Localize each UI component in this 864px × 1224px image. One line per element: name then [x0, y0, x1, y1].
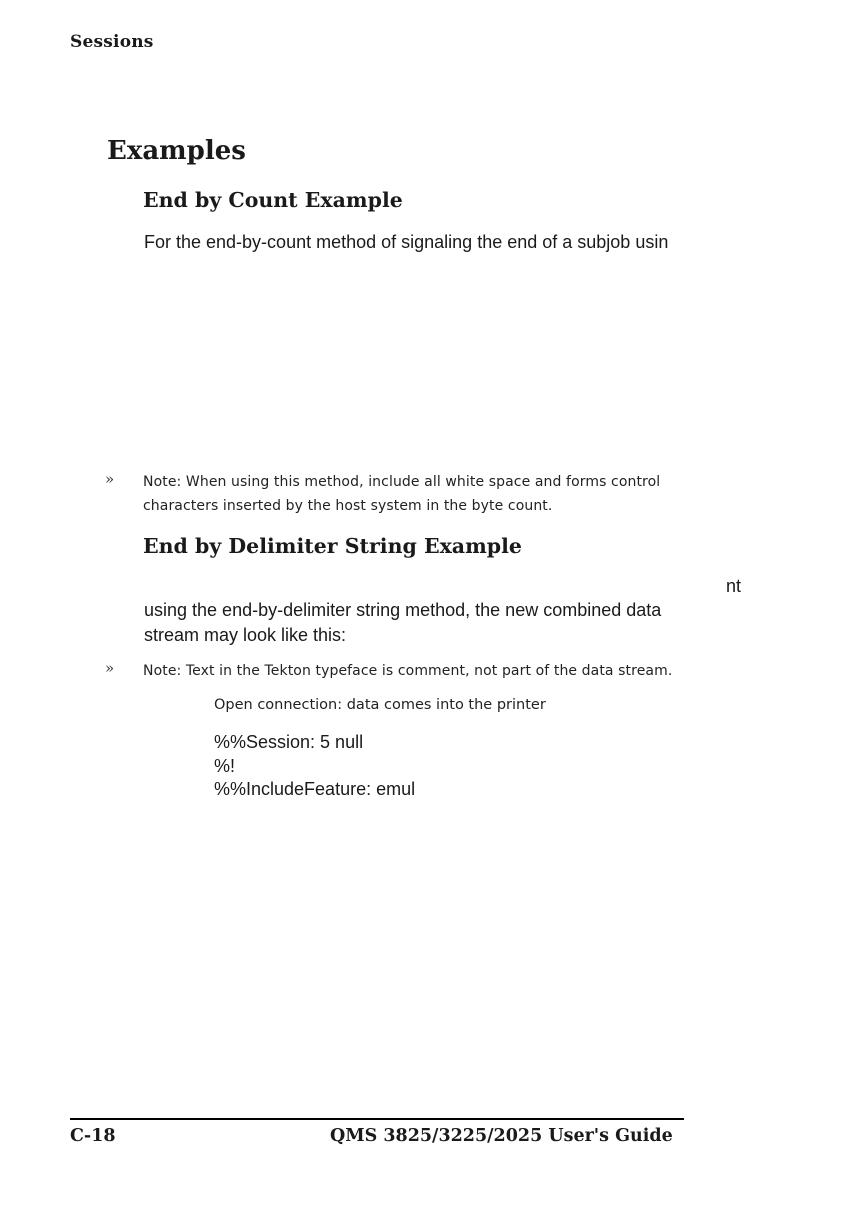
- section-title: Examples: [107, 136, 246, 166]
- code-line: %%Session: 5 null: [214, 732, 364, 752]
- end-by-delimiter-note: Note: Text in the Tekton typeface is comment, not part of the data stream.: [143, 663, 673, 679]
- page-number: C-18: [70, 1126, 116, 1146]
- truncated-fragment: nt: [726, 576, 742, 596]
- guide-title: QMS 3825/3225/2025 User's Guide: [330, 1126, 673, 1146]
- footer-rule: [70, 1118, 684, 1120]
- end-by-count-intro: For the end-by-count method of signaling the end of a subjob usin: [144, 232, 669, 252]
- end-by-delimiter-body: [144, 598, 661, 647]
- code-line: %%IncludeFeature: emul: [214, 779, 416, 799]
- end-by-count-note: [143, 470, 660, 518]
- note-marker: »: [105, 659, 115, 677]
- body-line: using the end-by-delimiter string method, the new combined data: [144, 600, 662, 620]
- body-line: stream may look like this:: [144, 624, 347, 645]
- data-stream-code: [214, 731, 415, 802]
- end-by-count-heading: End by Count Example: [143, 188, 403, 212]
- note-marker: »: [105, 470, 115, 488]
- note-line: characters inserted by the host system in the byte count.: [143, 498, 553, 514]
- code-line: %!: [214, 755, 236, 776]
- data-stream-comment: Open connection: data comes into the printer: [214, 697, 546, 713]
- running-head: Sessions: [70, 32, 154, 52]
- end-by-delimiter-heading: End by Delimiter String Example: [143, 534, 522, 558]
- note-line: Note: When using this method, include all white space and forms control: [143, 474, 661, 490]
